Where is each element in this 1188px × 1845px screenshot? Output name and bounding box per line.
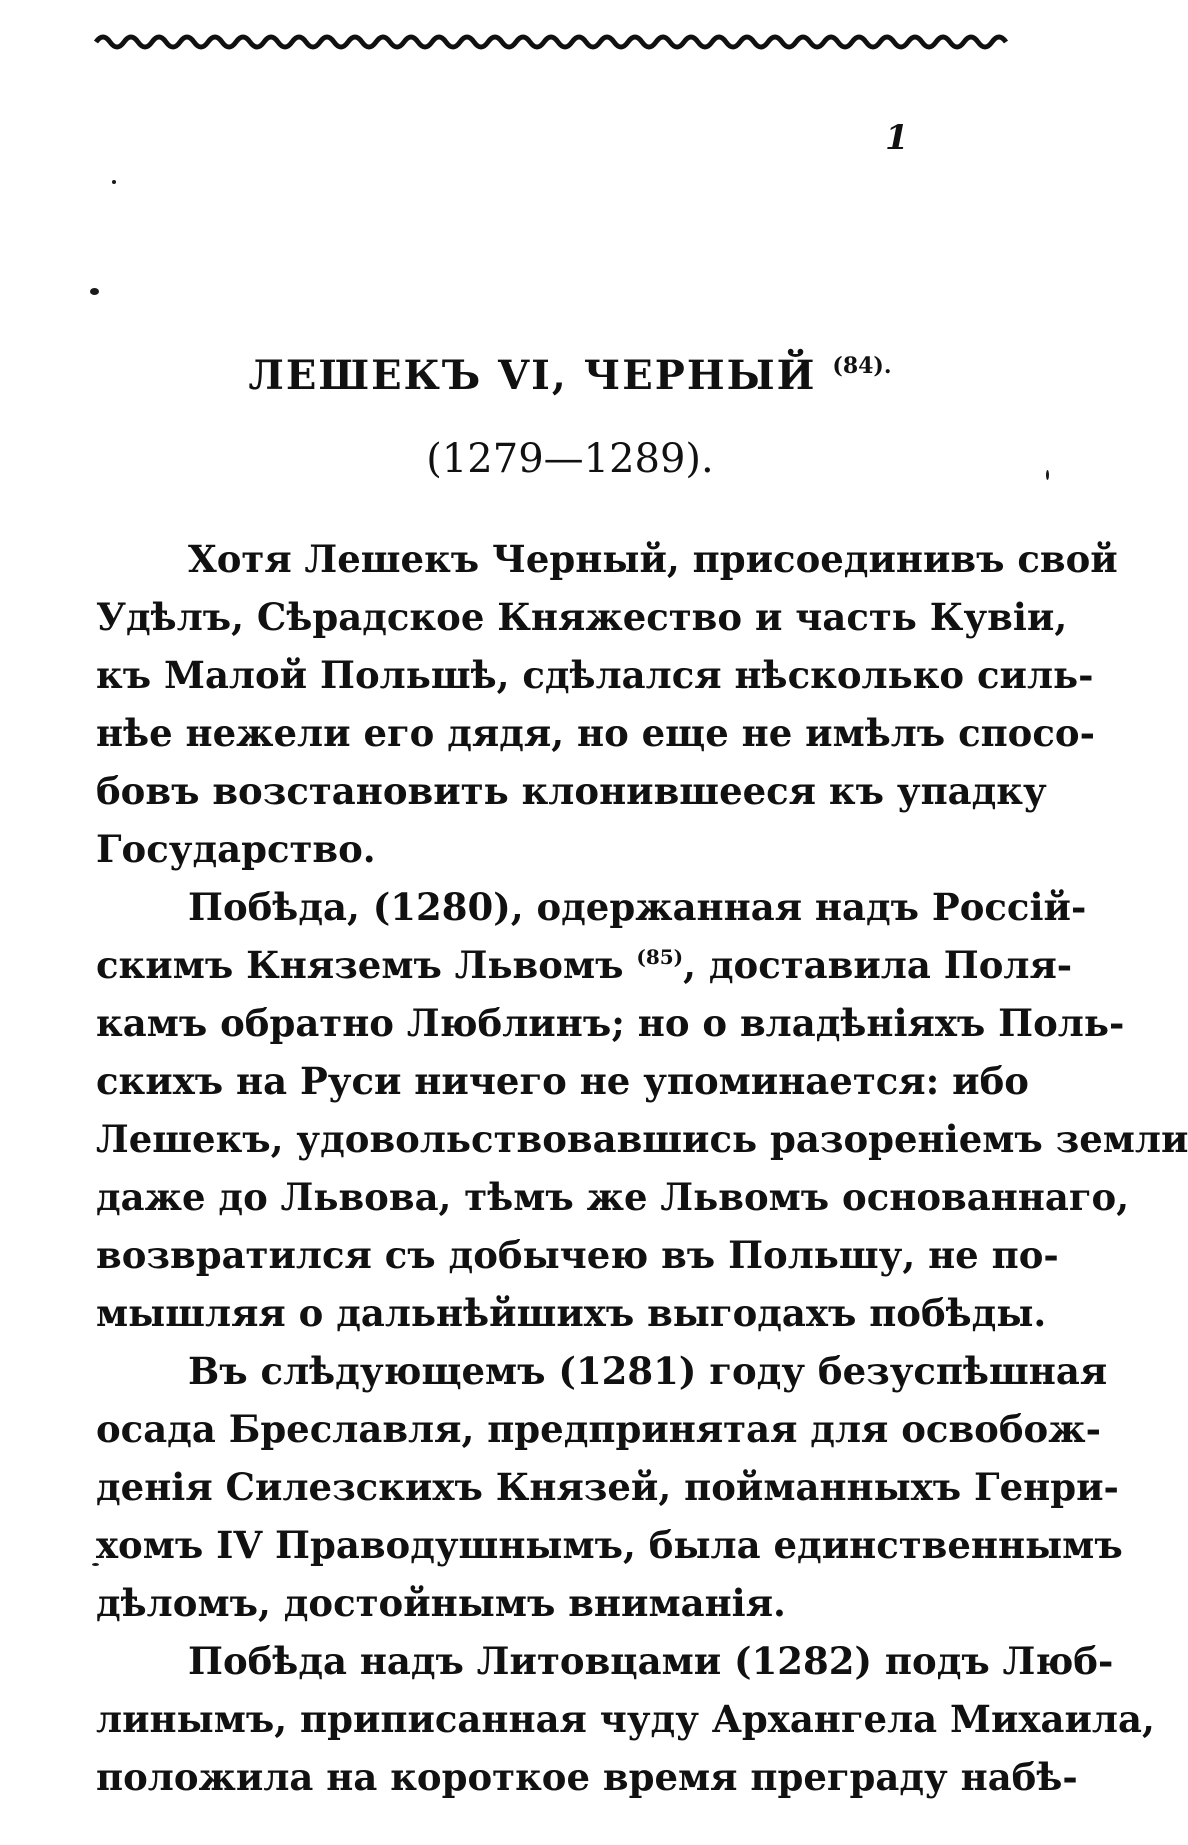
text-line: осада Бреславля, предпринятая для освобож-	[96, 1407, 1101, 1451]
text-line: нѣе нежели его дядя, но еще не имѣлъ спосо-	[96, 711, 1095, 755]
text-line: Побѣда, (1280), одержанная надъ Россій-	[188, 885, 1087, 929]
page-number: 1	[885, 118, 909, 158]
footnote-marker: (85)	[636, 945, 684, 969]
text-line: Побѣда надъ Литовцами (1282) подъ Люб-	[188, 1639, 1114, 1683]
text-line: денія Силезскихъ Князей, пойманныхъ Генри-	[96, 1465, 1119, 1509]
text-line: къ Малой Польшѣ, сдѣлался нѣсколько силь-	[96, 653, 1094, 697]
print-speck	[90, 288, 99, 295]
body-text	[96, 530, 1188, 1806]
paragraph	[96, 1632, 1155, 1806]
paragraph	[96, 1342, 1123, 1632]
ornamental-wavy-rule	[96, 30, 996, 54]
chapter-title-text: ЛЕШЕКЪ VI, ЧЕРНЫЙ	[248, 352, 817, 399]
text-line: возвратился съ добычею въ Польшу, не по-	[96, 1233, 1059, 1277]
paragraph	[96, 530, 1118, 878]
text-line: линымъ, приписанная чуду Архангела Михаила,	[96, 1697, 1155, 1741]
text-line-with-note	[96, 936, 1073, 994]
text-line: камъ обратно Люблинъ; но о владѣніяхъ Поль-	[96, 1001, 1125, 1045]
text-line: Государство.	[96, 827, 376, 871]
text-line: скихъ на Руси ничего не упоминается: ибо	[96, 1059, 1029, 1103]
text-line: Удѣлъ, Сѣрадское Княжество и часть Кувіи,	[96, 595, 1068, 639]
text-line: даже до Львова, тѣмъ же Львомъ основаннаго,	[96, 1175, 1130, 1219]
text-fragment: скимъ Княземъ Львомъ	[96, 943, 624, 987]
chapter-title	[0, 352, 1140, 399]
chapter-dates: (1279—1289).	[426, 436, 714, 482]
text-fragment: , доставила Поля-	[683, 943, 1073, 987]
text-line: Хотя Лешекъ Черный, присоединивъ свой	[188, 537, 1118, 581]
print-speck	[112, 180, 116, 184]
text-line: дѣломъ, достойнымъ вниманія.	[96, 1581, 786, 1625]
chapter-note-marker: (84).	[832, 353, 892, 379]
paragraph	[96, 878, 1188, 1342]
text-line: мышляя о дальнѣйшихъ выгодахъ побѣды.	[96, 1291, 1047, 1335]
text-line: бовъ возстановить клонившееся къ упадку	[96, 769, 1047, 813]
text-line: хомъ IV Праводушнымъ, была единственнымъ	[96, 1523, 1123, 1567]
text-line: положила на короткое время преграду набѣ-	[96, 1755, 1078, 1799]
text-line: Въ слѣдующемъ (1281) году безуспѣшная	[188, 1349, 1108, 1393]
text-line: Лешекъ, удовольствовавшись разореніемъ земли	[96, 1117, 1188, 1161]
